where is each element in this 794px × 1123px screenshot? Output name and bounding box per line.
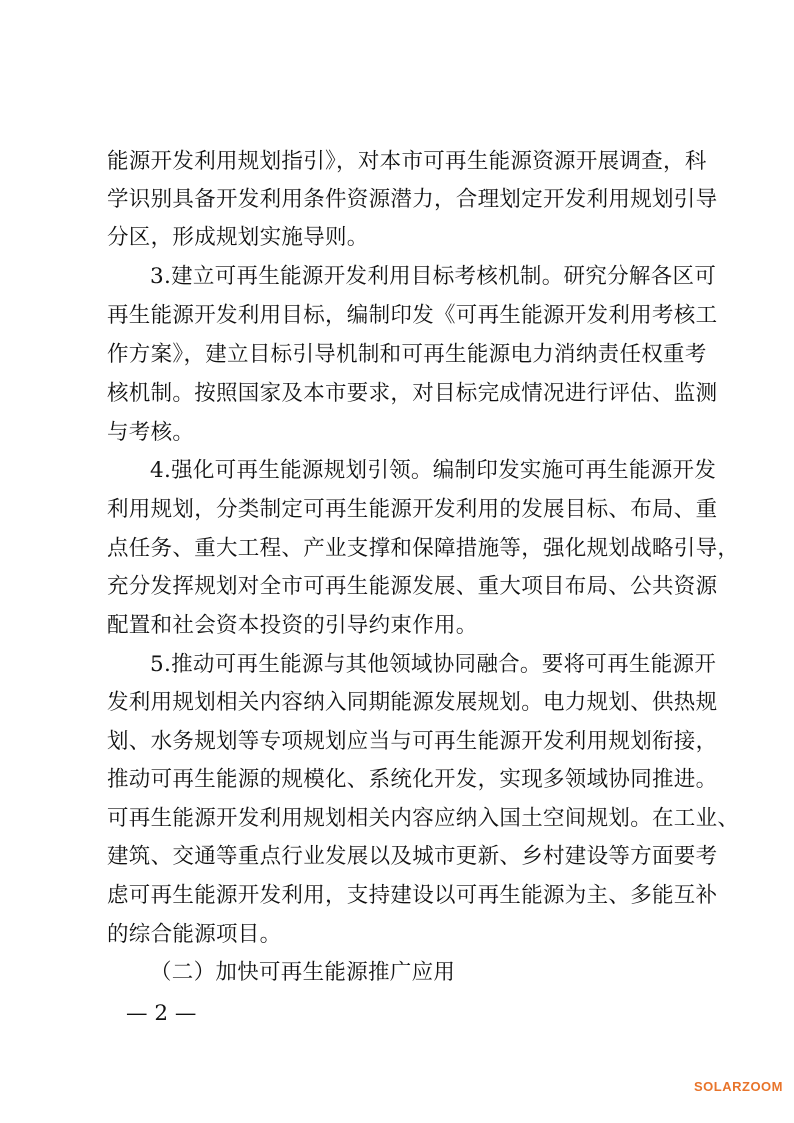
paragraph-start-line: 3.建立可再生能源开发利用目标考核机制。研究分解各区可 — [150, 264, 717, 289]
paragraph-start-line: 5.推动可再生能源与其他领域协同融合。要将可再生能源开 — [150, 652, 717, 677]
body-line: 虑可再生能源开发利用，支持建设以可再生能源为主、多能互补 — [107, 883, 718, 908]
body-line: 作方案》，建立目标引导机制和可再生能源电力消纳责任权重考 — [107, 342, 707, 367]
body-line: 与考核。 — [107, 420, 195, 445]
watermark-logo: SOLARZOOM — [694, 1079, 783, 1094]
body-line: 推动可再生能源的规模化、系统化开发，实现多领域协同推进。 — [107, 767, 718, 792]
body-line: 划、水务规划等专项规划应当与可再生能源开发利用规划衔接， — [107, 729, 718, 754]
body-line: 核机制。按照国家及本市要求，对目标完成情况进行评估、监测 — [107, 381, 718, 406]
body-line: 配置和社会资本投资的引导约束作用。 — [107, 613, 478, 638]
paragraph-start-line: 4.强化可再生能源规划引领。编制印发实施可再生能源开发 — [150, 458, 717, 483]
body-line: 点任务、重大工程、产业支撑和保障措施等，强化规划战略引导， — [107, 536, 740, 561]
body-line: 发利用规划相关内容纳入同期能源发展规划。电力规划、供热规 — [107, 690, 718, 715]
body-line: 的综合能源项目。 — [107, 922, 282, 947]
section-heading: （二）加快可再生能源推广应用 — [150, 960, 456, 985]
body-line: 利用规划，分类制定可再生能源开发利用的发展目标、布局、重 — [107, 497, 718, 522]
body-line: 能源开发利用规划指引》，对本市可再生能源资源开展调查，科 — [107, 149, 707, 174]
body-line: 再生能源开发利用目标，编制印发《可再生能源开发利用考核工 — [107, 303, 718, 328]
body-line: 分区，形成规划实施导则。 — [107, 225, 369, 250]
page-number: — 2 — — [126, 1001, 197, 1026]
body-line: 学识别具备开发利用条件资源潜力，合理划定开发利用规划引导 — [107, 187, 718, 212]
body-line: 可再生能源开发利用规划相关内容应纳入国土空间规划。在工业、 — [107, 806, 740, 831]
body-line: 充分发挥规划对全市可再生能源发展、重大项目布局、公共资源 — [107, 574, 718, 599]
body-line: 建筑、交通等重点行业发展以及城市更新、乡村建设等方面要考 — [107, 844, 718, 869]
